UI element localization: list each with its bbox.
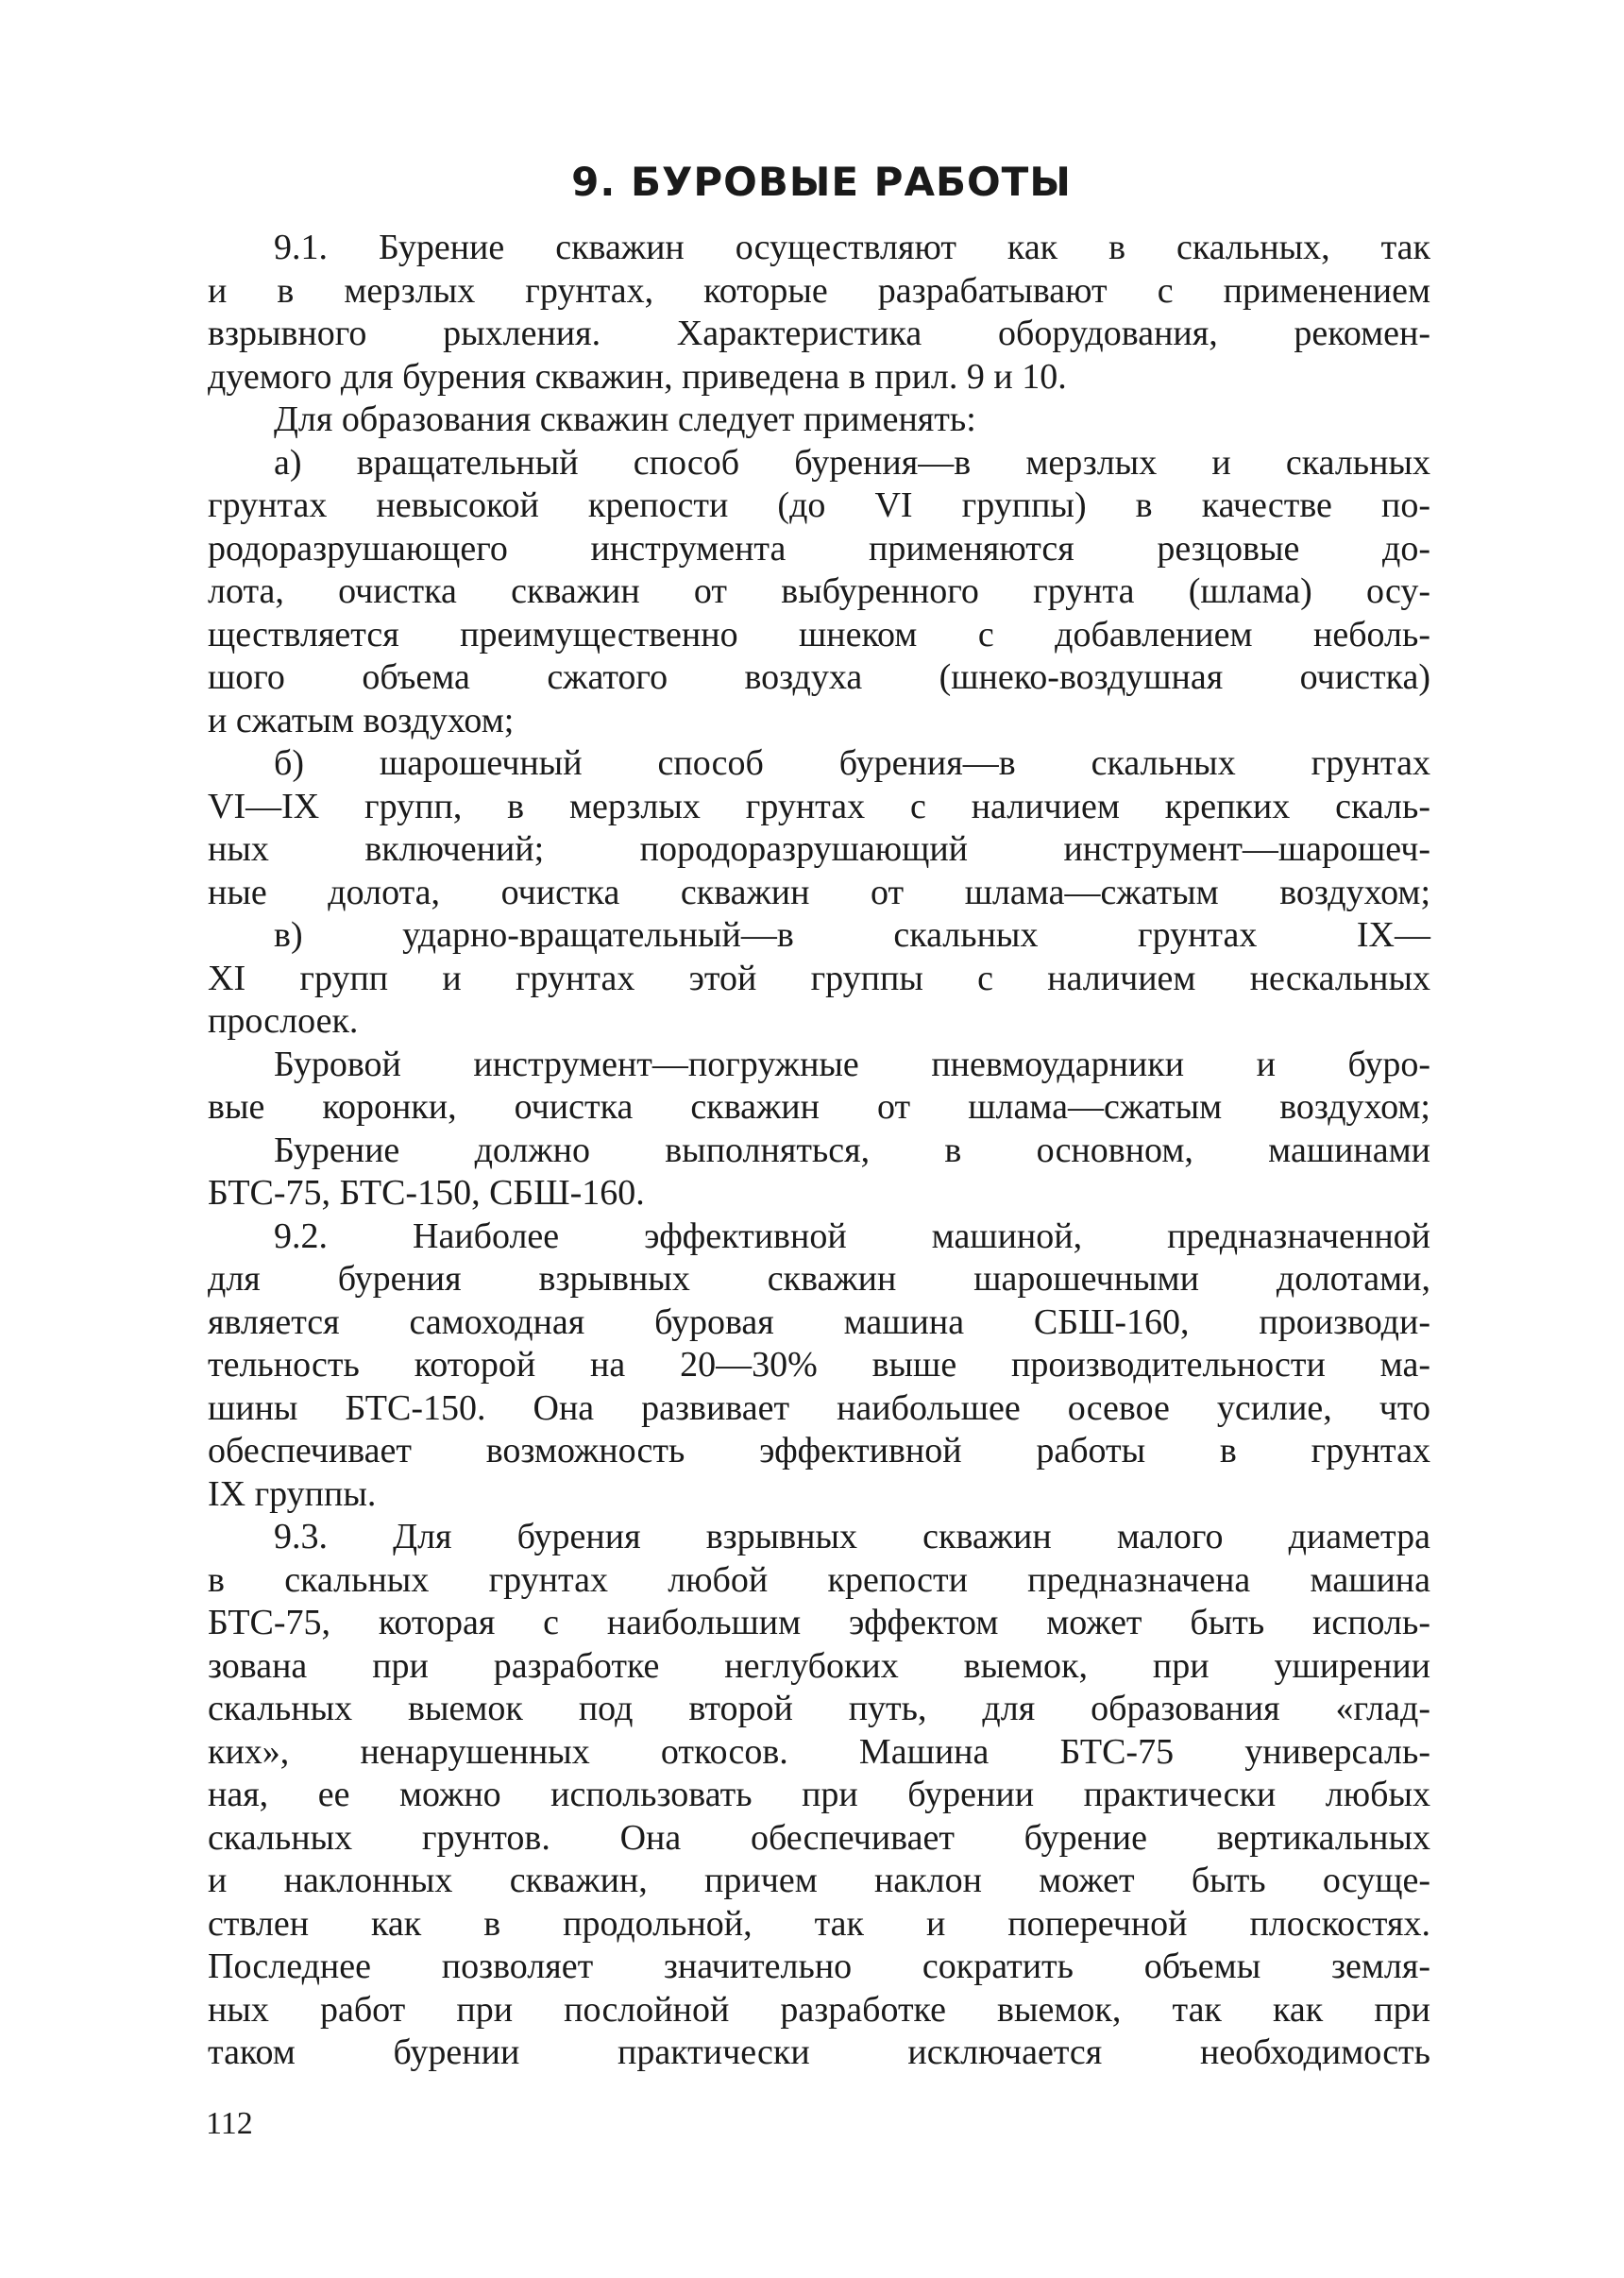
- text-line: взрывного рыхления. Характеристика оборудования, рекомен-: [208, 314, 1430, 353]
- text-line: обеспечивает возможность эффективной работы в грунтах: [208, 1431, 1430, 1470]
- text-line: IX группы.: [208, 1473, 377, 1514]
- text-line: БТС-75, которая с наибольшим эффектом может быть исполь-: [208, 1603, 1430, 1642]
- text-line: является самоходная буровая машина СБШ-160, производи-: [208, 1301, 1430, 1342]
- section-heading: 9. БУРОВЫЕ РАБОТЫ: [571, 159, 1072, 205]
- page-number: 112: [206, 2106, 253, 2141]
- text-line: Последнее позволяет значительно сократить объемы земля-: [208, 1946, 1430, 1986]
- text-line: скальных грунтов. Она обеспечивает бурение вертикальных: [208, 1817, 1430, 1858]
- text-line: Буровой инструмент—погружные пневмоударники и буро-: [274, 1044, 1430, 1084]
- text-line: и в мерзлых грунтах, которые разрабатывают с применением: [208, 270, 1430, 311]
- text-line: родоразрушающего инструмента применяются резцовые до-: [208, 528, 1430, 569]
- text-line: прослоек.: [208, 1001, 359, 1041]
- text-line: Бурение должно выполняться, в основном, машинами: [274, 1130, 1430, 1170]
- text-line: шины БТС-150. Она развивает наибольшее осевое усилие, что: [208, 1387, 1430, 1428]
- text-line: XI групп и грунтах этой группы с наличием нескальных: [208, 958, 1430, 998]
- text-line: 9.3. Для бурения взрывных скважин малого диаметра: [274, 1517, 1430, 1556]
- text-line: ные долота, очистка скважин от шлама—сжатым воздухом;: [208, 872, 1430, 912]
- text-line: ная, ее можно использовать при бурении практически любых: [208, 1775, 1430, 1814]
- text-line: в) ударно-вращательный—в скальных грунтах IX—: [274, 915, 1430, 955]
- text-line: лота, очистка скважин от выбуренного грунта (шлама) осу-: [208, 571, 1430, 611]
- text-line: тельность которой на 20—30% выше производительности ма-: [208, 1345, 1430, 1385]
- text-line: ких», ненарушенных откосов. Машина БТС-75 универсаль-: [208, 1731, 1430, 1772]
- text-line: БТС-75, БТС-150, СБШ-160.: [208, 1173, 645, 1213]
- text-line: и сжатым воздухом;: [208, 700, 515, 740]
- text-line: таком бурении практически исключается необходимость: [208, 2032, 1430, 2072]
- text-line: Для образования скважин следует применять:: [274, 400, 976, 439]
- text-line: ных включений; породоразрушающий инструмент—шарошеч-: [208, 829, 1430, 869]
- text-line: и наклонных скважин, причем наклон может быть осуще-: [208, 1861, 1430, 1900]
- text-line: ствлен как в продольной, так и поперечной плоскостях.: [208, 1903, 1430, 1944]
- text-line: скальных выемок под второй путь, для образования «глад-: [208, 1689, 1430, 1728]
- text-line: VI—IX групп, в мерзлых грунтах с наличием крепких скаль-: [208, 786, 1430, 826]
- text-line: 9.2. Наиболее эффективной машиной, предназначенной: [274, 1216, 1430, 1256]
- text-line: шого объема сжатого воздуха (шнеко-воздушная очистка): [208, 657, 1430, 697]
- text-line: грунтах невысокой крепости (до VI группы) в качестве по-: [208, 485, 1430, 525]
- text-line: ществляется преимущественно шнеком с добавлением неболь-: [208, 614, 1430, 654]
- text-line: в скальных грунтах любой крепости предназначена машина: [208, 1559, 1430, 1600]
- text-line: зована при разработке неглубоких выемок, при уширении: [208, 1645, 1430, 1686]
- text-line: дуемого для бурения скважин, приведена в прил. 9 и 10.: [208, 356, 1067, 397]
- text-line: для бурения взрывных скважин шарошечными долотами,: [208, 1259, 1430, 1299]
- text-line: ных работ при послойной разработке выемок, так как при: [208, 1989, 1430, 2030]
- text-line: вые коронки, очистка скважин от шлама—сжатым воздухом;: [208, 1087, 1430, 1127]
- text-line: 9.1. Бурение скважин осуществляют как в скальных, так: [274, 228, 1430, 267]
- text-line: а) вращательный способ бурения—в мерзлых и скальных: [274, 442, 1430, 483]
- text-line: б) шарошечный способ бурения—в скальных грунтах: [274, 743, 1430, 783]
- body-text: [208, 227, 1430, 2075]
